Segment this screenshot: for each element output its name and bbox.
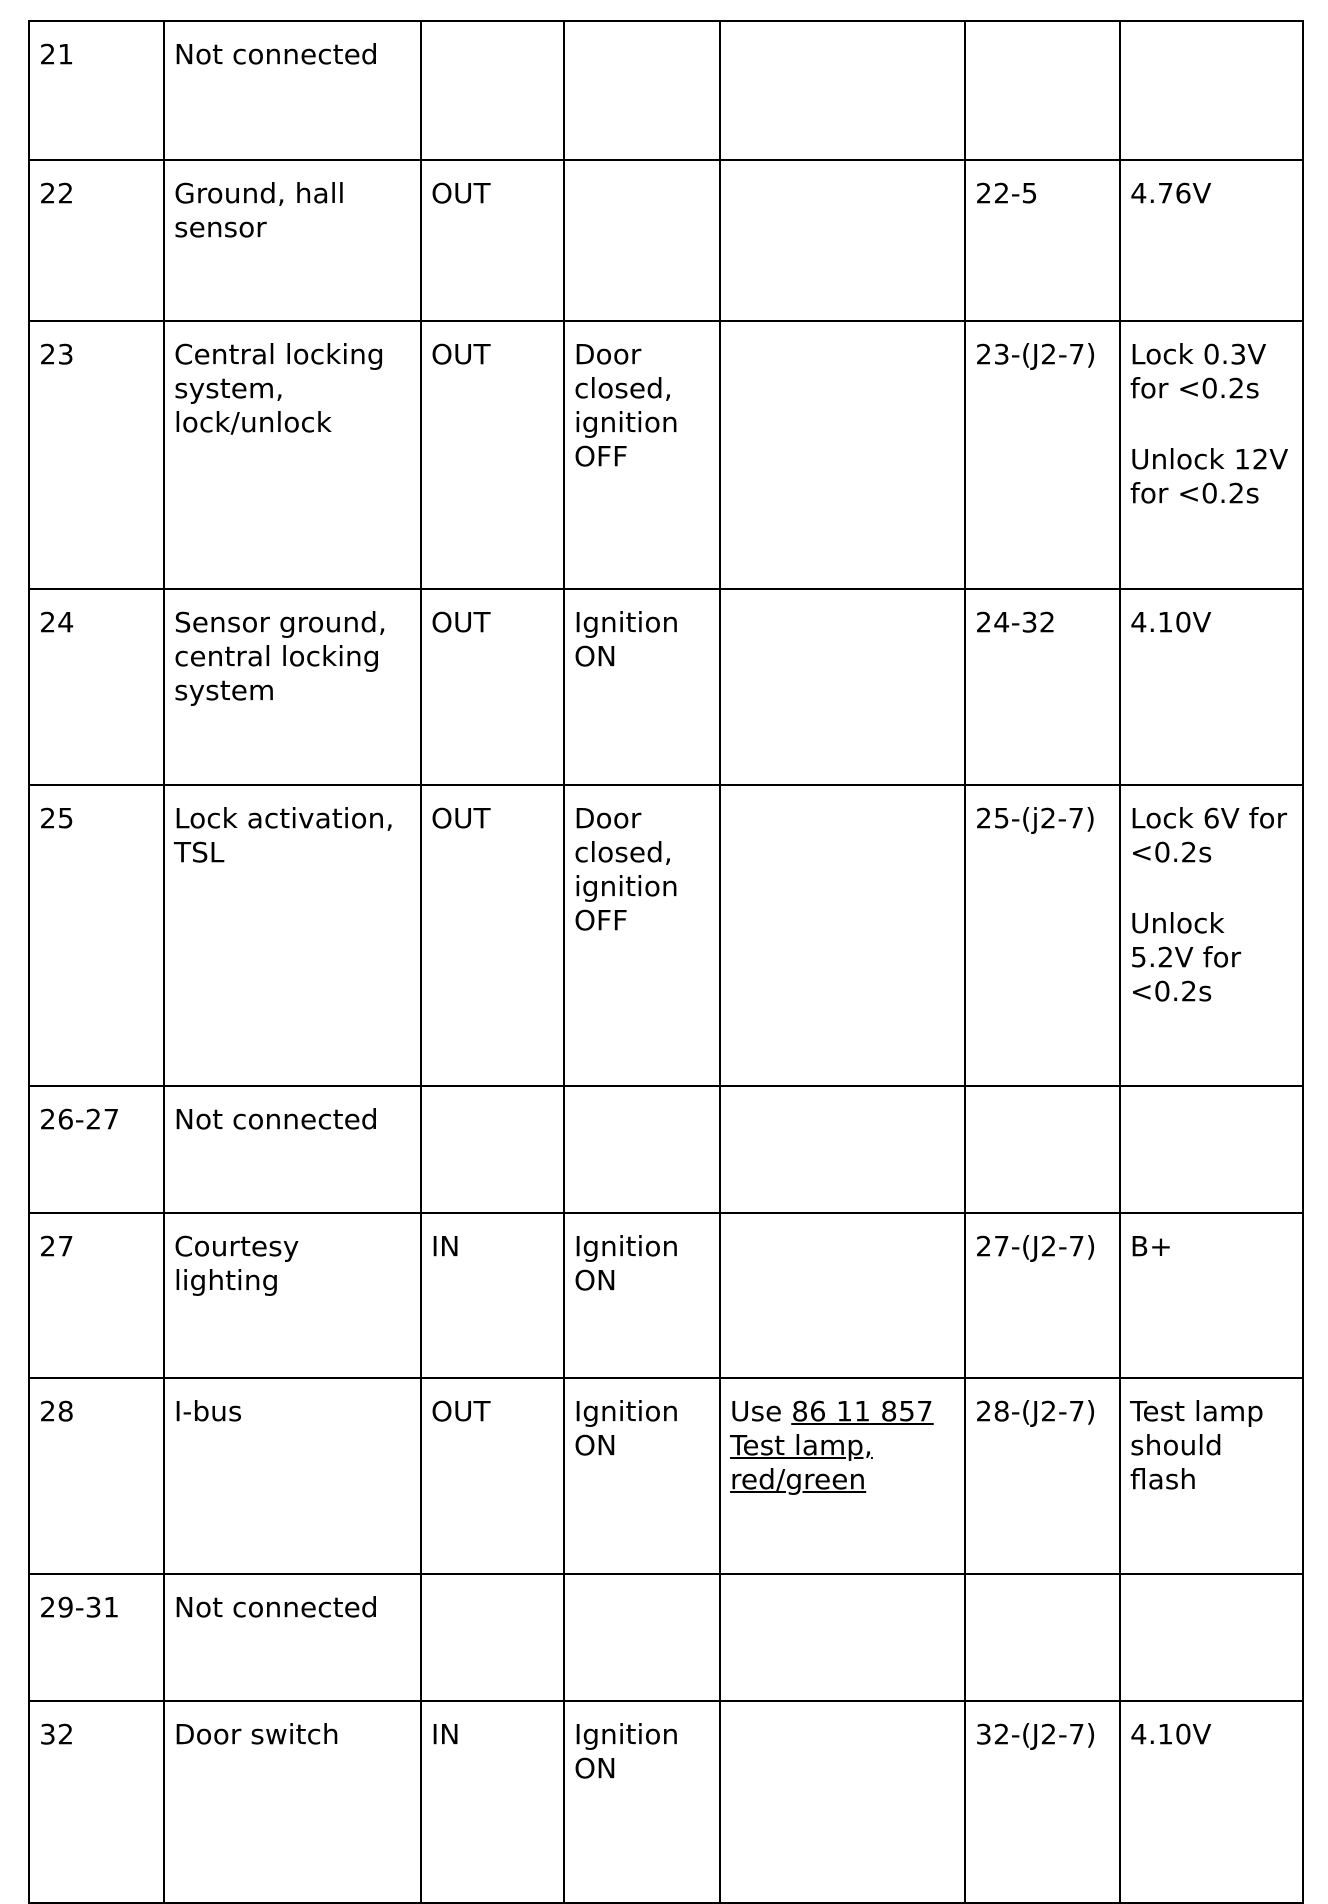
value-paragraph bbox=[1130, 907, 1294, 1009]
pin-cell bbox=[29, 1701, 164, 1903]
function-cell bbox=[164, 589, 421, 785]
value-text: 4.76V bbox=[1130, 177, 1212, 210]
pin-number: 27 bbox=[39, 1230, 75, 1263]
value-cell bbox=[1120, 589, 1303, 785]
test-points-text: 23-(J2-7) bbox=[975, 338, 1097, 371]
test-points-text: 28-(J2-7) bbox=[975, 1395, 1097, 1428]
note-cell bbox=[720, 1086, 965, 1213]
value-text: flash bbox=[1130, 1463, 1198, 1496]
function-text: I-bus bbox=[174, 1395, 243, 1428]
function-cell bbox=[164, 1701, 421, 1903]
value-text: for <0.2s bbox=[1130, 372, 1260, 405]
function-cell bbox=[164, 1378, 421, 1574]
test-points-text: 25-(j2-7) bbox=[975, 802, 1097, 835]
function-cell bbox=[164, 321, 421, 589]
direction-text: OUT bbox=[431, 1395, 491, 1428]
note-cell bbox=[720, 1378, 965, 1574]
table-row bbox=[29, 1574, 1303, 1701]
condition-cell bbox=[564, 21, 720, 160]
value-paragraph bbox=[1130, 177, 1294, 211]
condition-text: ignition bbox=[574, 870, 679, 903]
value-paragraph bbox=[1130, 338, 1294, 406]
condition-text: Ignition bbox=[574, 1718, 680, 1751]
table-row bbox=[29, 1378, 1303, 1574]
test-points-cell bbox=[965, 160, 1120, 321]
direction-text: OUT bbox=[431, 802, 491, 835]
value-cell bbox=[1120, 21, 1303, 160]
value-cell bbox=[1120, 1378, 1303, 1574]
pin-number: 32 bbox=[39, 1718, 75, 1751]
value-cell bbox=[1120, 1574, 1303, 1701]
value-text: 4.10V bbox=[1130, 1718, 1212, 1751]
test-points-cell bbox=[965, 1378, 1120, 1574]
value-text: should bbox=[1130, 1429, 1223, 1462]
value-cell bbox=[1120, 1701, 1303, 1903]
function-text: Lock activation, bbox=[174, 802, 395, 835]
test-points-cell bbox=[965, 785, 1120, 1086]
condition-text: Ignition bbox=[574, 606, 680, 639]
table-row bbox=[29, 1213, 1303, 1378]
condition-text: ON bbox=[574, 1752, 617, 1785]
direction-text: OUT bbox=[431, 338, 491, 371]
pin-cell bbox=[29, 1574, 164, 1701]
direction-cell bbox=[421, 1086, 564, 1213]
note-line bbox=[730, 1395, 956, 1429]
pin-table bbox=[28, 20, 1304, 1904]
condition-cell bbox=[564, 589, 720, 785]
pin-cell bbox=[29, 589, 164, 785]
value-text: <0.2s bbox=[1130, 836, 1213, 869]
pin-number: 22 bbox=[39, 177, 75, 210]
value-paragraph bbox=[1130, 443, 1294, 511]
value-text: Lock 6V for bbox=[1130, 802, 1288, 835]
function-text: Door switch bbox=[174, 1718, 340, 1751]
condition-text: OFF bbox=[574, 440, 629, 473]
value-paragraph bbox=[1130, 1395, 1294, 1497]
note-cell bbox=[720, 21, 965, 160]
value-cell bbox=[1120, 785, 1303, 1086]
function-text: Ground, hall bbox=[174, 177, 346, 210]
condition-text: ignition bbox=[574, 406, 679, 439]
direction-cell bbox=[421, 589, 564, 785]
direction-cell bbox=[421, 160, 564, 321]
pin-table-body bbox=[29, 21, 1303, 1903]
table-row bbox=[29, 785, 1303, 1086]
value-cell bbox=[1120, 1086, 1303, 1213]
value-paragraph bbox=[1130, 1718, 1294, 1752]
table-row bbox=[29, 21, 1303, 160]
note-cell bbox=[720, 589, 965, 785]
value-text: Lock 0.3V bbox=[1130, 338, 1267, 371]
direction-text: OUT bbox=[431, 606, 491, 639]
pin-cell bbox=[29, 785, 164, 1086]
function-text: central locking bbox=[174, 640, 381, 673]
value-cell bbox=[1120, 1213, 1303, 1378]
note-line bbox=[730, 1429, 956, 1463]
value-cell bbox=[1120, 160, 1303, 321]
function-text: sensor bbox=[174, 211, 267, 244]
function-text: system, bbox=[174, 372, 285, 405]
pin-number: 26-27 bbox=[39, 1103, 121, 1136]
condition-cell bbox=[564, 1574, 720, 1701]
table-row bbox=[29, 321, 1303, 589]
direction-cell bbox=[421, 785, 564, 1086]
direction-cell bbox=[421, 1574, 564, 1701]
value-paragraph bbox=[1130, 802, 1294, 870]
direction-cell bbox=[421, 1701, 564, 1903]
pin-cell bbox=[29, 21, 164, 160]
direction-cell bbox=[421, 321, 564, 589]
function-cell bbox=[164, 21, 421, 160]
pin-number: 28 bbox=[39, 1395, 75, 1428]
note-link[interactable]: red/green bbox=[730, 1463, 867, 1496]
value-text: Test lamp bbox=[1130, 1395, 1265, 1428]
condition-text: closed, bbox=[574, 372, 673, 405]
value-paragraph bbox=[1130, 606, 1294, 640]
test-points-cell bbox=[965, 1086, 1120, 1213]
pin-cell bbox=[29, 1086, 164, 1213]
condition-text: Door bbox=[574, 802, 642, 835]
function-text: Not connected bbox=[174, 38, 379, 71]
pin-number: 25 bbox=[39, 802, 75, 835]
direction-text: IN bbox=[431, 1230, 461, 1263]
test-points-cell bbox=[965, 1701, 1120, 1903]
test-points-text: 27-(J2-7) bbox=[975, 1230, 1097, 1263]
direction-text: OUT bbox=[431, 177, 491, 210]
condition-cell bbox=[564, 1378, 720, 1574]
test-points-text: 24-32 bbox=[975, 606, 1057, 639]
value-text: <0.2s bbox=[1130, 975, 1213, 1008]
pin-number: 23 bbox=[39, 338, 75, 371]
note-cell bbox=[720, 1701, 965, 1903]
test-points-cell bbox=[965, 1574, 1120, 1701]
pin-cell bbox=[29, 1213, 164, 1378]
note-link[interactable]: Test lamp, bbox=[730, 1429, 873, 1462]
value-text: Unlock 12V bbox=[1130, 443, 1289, 476]
function-text: system bbox=[174, 674, 276, 707]
condition-text: OFF bbox=[574, 904, 629, 937]
function-text: Not connected bbox=[174, 1591, 379, 1624]
function-text: lighting bbox=[174, 1264, 280, 1297]
function-cell bbox=[164, 785, 421, 1086]
direction-text: IN bbox=[431, 1718, 461, 1751]
value-text: Unlock bbox=[1130, 907, 1225, 940]
pin-cell bbox=[29, 1378, 164, 1574]
pin-number: 29-31 bbox=[39, 1591, 121, 1624]
table-row bbox=[29, 1086, 1303, 1213]
test-points-text: 22-5 bbox=[975, 177, 1039, 210]
note-cell bbox=[720, 321, 965, 589]
note-prefix: Use bbox=[730, 1395, 792, 1428]
direction-cell bbox=[421, 21, 564, 160]
condition-cell bbox=[564, 1086, 720, 1213]
condition-cell bbox=[564, 1701, 720, 1903]
condition-text: Ignition bbox=[574, 1395, 680, 1428]
test-points-text: 32-(J2-7) bbox=[975, 1718, 1097, 1751]
function-text: TSL bbox=[174, 836, 225, 869]
note-cell bbox=[720, 1574, 965, 1701]
function-cell bbox=[164, 1086, 421, 1213]
function-text: Central locking bbox=[174, 338, 385, 371]
direction-cell bbox=[421, 1213, 564, 1378]
function-cell bbox=[164, 1574, 421, 1701]
value-paragraph bbox=[1130, 1230, 1294, 1264]
condition-cell bbox=[564, 1213, 720, 1378]
test-points-cell bbox=[965, 21, 1120, 160]
test-points-cell bbox=[965, 1213, 1120, 1378]
value-text: 4.10V bbox=[1130, 606, 1212, 639]
pin-number: 24 bbox=[39, 606, 75, 639]
note-line bbox=[730, 1463, 956, 1497]
condition-cell bbox=[564, 321, 720, 589]
condition-text: ON bbox=[574, 1429, 617, 1462]
test-points-cell bbox=[965, 321, 1120, 589]
condition-text: Door bbox=[574, 338, 642, 371]
condition-text: closed, bbox=[574, 836, 673, 869]
pin-cell bbox=[29, 160, 164, 321]
table-row bbox=[29, 589, 1303, 785]
pin-number: 21 bbox=[39, 38, 75, 71]
condition-text: Ignition bbox=[574, 1230, 680, 1263]
function-text: Not connected bbox=[174, 1103, 379, 1136]
note-link[interactable]: 86 11 857 bbox=[791, 1395, 934, 1428]
condition-text: ON bbox=[574, 640, 617, 673]
function-text: Courtesy bbox=[174, 1230, 300, 1263]
function-text: lock/unlock bbox=[174, 406, 332, 439]
function-cell bbox=[164, 160, 421, 321]
condition-cell bbox=[564, 785, 720, 1086]
note-cell bbox=[720, 160, 965, 321]
value-text: B+ bbox=[1130, 1230, 1173, 1263]
pin-cell bbox=[29, 321, 164, 589]
condition-text: ON bbox=[574, 1264, 617, 1297]
table-row bbox=[29, 160, 1303, 321]
function-cell bbox=[164, 1213, 421, 1378]
test-points-cell bbox=[965, 589, 1120, 785]
note-cell bbox=[720, 785, 965, 1086]
value-cell bbox=[1120, 321, 1303, 589]
function-text: Sensor ground, bbox=[174, 606, 387, 639]
direction-cell bbox=[421, 1378, 564, 1574]
condition-cell bbox=[564, 160, 720, 321]
value-text: 5.2V for bbox=[1130, 941, 1242, 974]
value-text: for <0.2s bbox=[1130, 477, 1260, 510]
note-cell bbox=[720, 1213, 965, 1378]
table-row bbox=[29, 1701, 1303, 1903]
